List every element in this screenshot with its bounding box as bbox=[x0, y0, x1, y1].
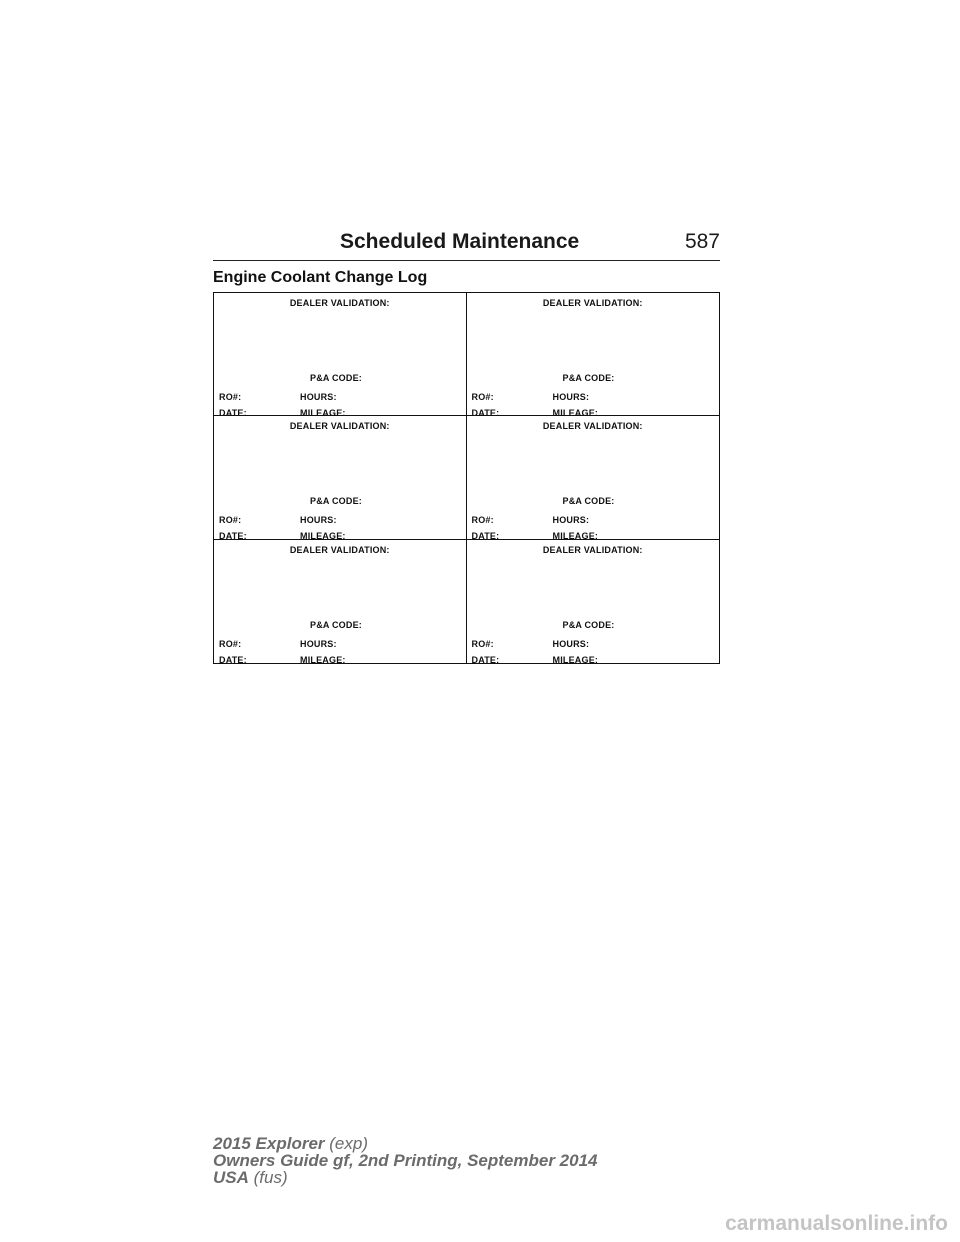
mileage-label: MILEAGE: bbox=[300, 408, 346, 418]
dealer-validation-label: DEALER VALIDATION: bbox=[542, 421, 643, 432]
ro-label: RO#: bbox=[219, 638, 242, 649]
footer-model-code: (exp) bbox=[329, 1134, 368, 1153]
ro-label: RO#: bbox=[219, 392, 242, 402]
footer-line-2: Owners Guide gf, 2nd Printing, September 2014 bbox=[213, 1151, 598, 1170]
watermark-text: carmanualsonline.info bbox=[725, 1212, 948, 1235]
mileage-label: MILEAGE: bbox=[552, 531, 599, 542]
pa-code-label: P&A CODE: bbox=[310, 619, 362, 630]
hours-label: HOURS: bbox=[552, 638, 590, 649]
ro-label: RO#: bbox=[471, 638, 494, 649]
dealer-validation-label: DEALER VALIDATION: bbox=[289, 544, 390, 555]
mileage-label: MILEAGE: bbox=[552, 408, 599, 418]
log-entry bbox=[467, 540, 720, 663]
dealer-validation-label: DEALER VALIDATION: bbox=[289, 298, 390, 308]
ro-label: RO#: bbox=[471, 515, 494, 526]
date-label: DATE: bbox=[219, 531, 247, 542]
ro-label: RO#: bbox=[219, 515, 242, 526]
hours-label: HOURS: bbox=[552, 515, 590, 526]
date-label: DATE: bbox=[219, 654, 247, 665]
pa-code-label: P&A CODE: bbox=[310, 373, 362, 383]
log-entry bbox=[467, 416, 720, 542]
section-title: Engine Coolant Change Log bbox=[213, 269, 428, 286]
log-entry bbox=[214, 416, 467, 542]
date-label: DATE: bbox=[219, 408, 247, 418]
page-title: Scheduled Maintenance bbox=[340, 230, 580, 253]
pa-code-label: P&A CODE: bbox=[562, 619, 615, 630]
footer-market: USA bbox=[213, 1168, 249, 1187]
log-entry bbox=[214, 540, 467, 663]
pa-code-label: P&A CODE: bbox=[562, 496, 615, 507]
date-label: DATE: bbox=[471, 408, 500, 418]
page-number: 587 bbox=[684, 230, 720, 253]
hours-label: HOURS: bbox=[552, 392, 590, 402]
hours-label: HOURS: bbox=[300, 392, 337, 402]
footer-model: 2015 Explorer bbox=[213, 1134, 325, 1153]
hours-label: HOURS: bbox=[300, 515, 337, 526]
date-label: DATE: bbox=[471, 531, 500, 542]
pa-code-label: P&A CODE: bbox=[310, 496, 362, 507]
mileage-label: MILEAGE: bbox=[552, 654, 599, 665]
log-entry bbox=[467, 293, 720, 416]
dealer-validation-label: DEALER VALIDATION: bbox=[542, 298, 643, 308]
log-entry bbox=[214, 293, 467, 416]
document-footer bbox=[213, 1135, 597, 1186]
mileage-label: MILEAGE: bbox=[300, 531, 346, 542]
page-header bbox=[213, 228, 720, 261]
coolant-change-log-table bbox=[213, 292, 720, 664]
hours-label: HOURS: bbox=[300, 638, 337, 649]
pa-code-label: P&A CODE: bbox=[562, 373, 615, 383]
mileage-label: MILEAGE: bbox=[300, 654, 346, 665]
dealer-validation-label: DEALER VALIDATION: bbox=[289, 421, 390, 432]
footer-market-code: (fus) bbox=[253, 1168, 288, 1187]
date-label: DATE: bbox=[471, 654, 500, 665]
footer-line-3 bbox=[213, 1169, 597, 1186]
dealer-validation-label: DEALER VALIDATION: bbox=[542, 544, 643, 555]
footer-line-1 bbox=[213, 1135, 597, 1152]
ro-label: RO#: bbox=[471, 392, 494, 402]
